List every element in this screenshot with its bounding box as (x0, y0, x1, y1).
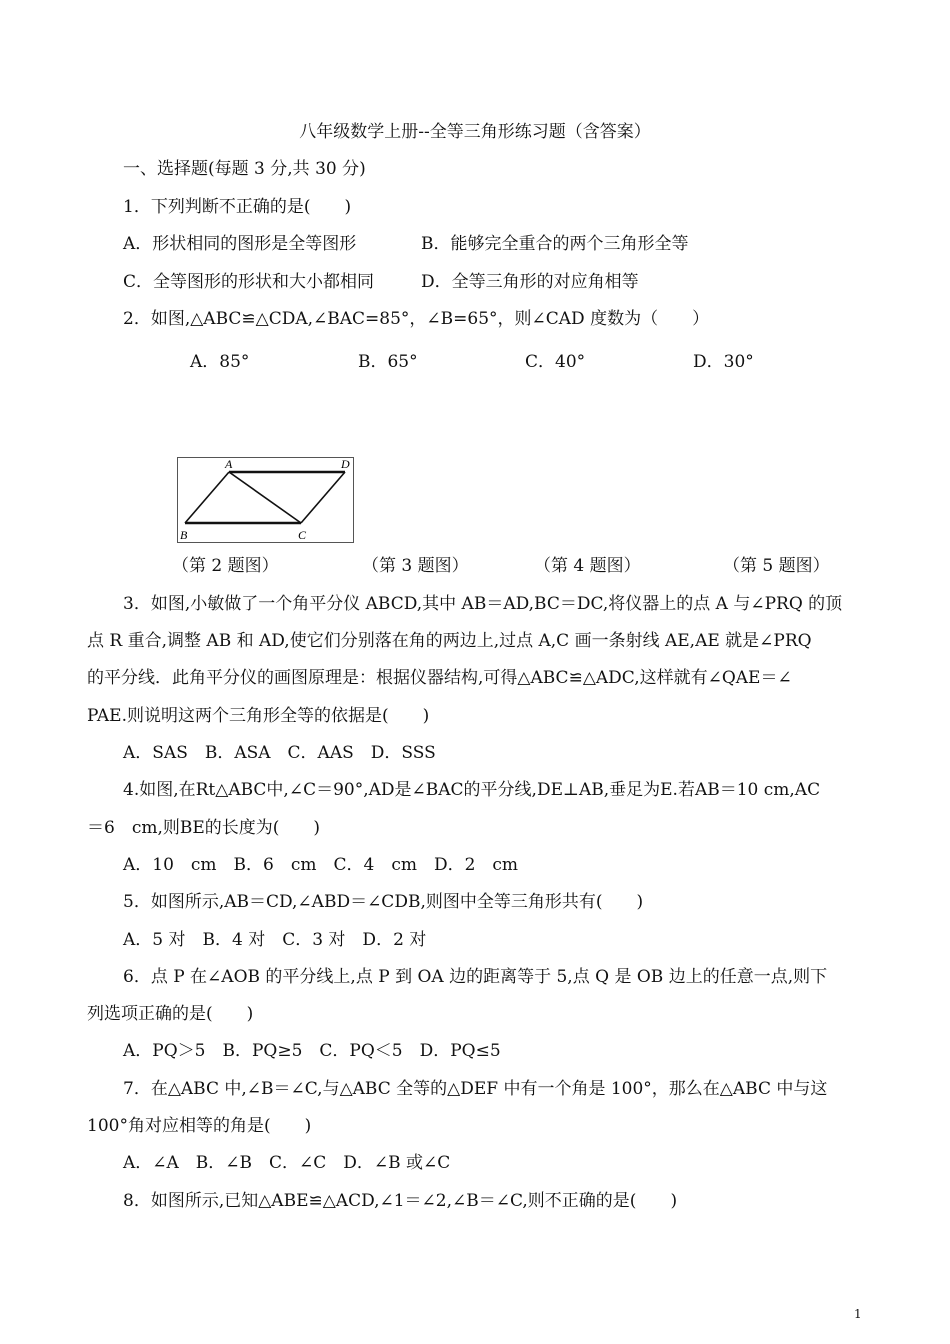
q1-option-d: D．全等三角形的对应角相等 (421, 272, 639, 292)
page-title: 八年级数学上册--全等三角形练习题（含答案） (299, 122, 651, 142)
q2-option-c: C．40° (525, 352, 586, 372)
caption-q3: （第 3 题图） (362, 556, 469, 576)
label-c: C (298, 528, 307, 542)
label-a: A (225, 457, 233, 471)
q3-line-2: 点 R 重合,调整 AB 和 AD,使它们分别落在角的两边上,过点 A,C 画一条射线 AE,AE 就是∠PRQ (87, 631, 812, 651)
q6-options: A．PQ＞5 B．PQ≥5 C．PQ＜5 D．PQ≤5 (123, 1041, 501, 1061)
q2-option-a: A．85° (190, 352, 250, 372)
caption-q4: （第 4 题图） (534, 556, 641, 576)
q2-stem: 2．如图,△ABC≌△CDA,∠BAC=85°，∠B=65°，则∠CAD 度数为（ ） (123, 309, 710, 329)
q8-stem: 8．如图所示,已知△ABE≌△ACD,∠1＝∠2,∠B＝∠C,则不正确的是( ) (123, 1191, 678, 1211)
q7-line-2: 100°角对应相等的角是( ) (87, 1116, 312, 1136)
q1-option-c: C．全等图形的形状和大小都相同 (123, 272, 375, 292)
q3-options: A．SAS B．ASA C．AAS D．SSS (123, 743, 436, 763)
q4-options: A．10 cm B．6 cm C．4 cm D．2 cm (123, 855, 519, 875)
segment-ab (185, 472, 229, 523)
segment-dc (301, 472, 345, 523)
q2-option-b: B．65° (358, 352, 418, 372)
q1-option-b: B．能够完全重合的两个三角形全等 (421, 234, 689, 254)
label-b: B (180, 528, 188, 542)
q5-options: A．5 对 B．4 对 C．3 对 D．2 对 (123, 930, 427, 950)
page-number: 1 (854, 1307, 862, 1321)
q3-line-4: PAE.则说明这两个三角形全等的依据是( ) (87, 706, 430, 726)
q6-line-1: 6．点 P 在∠AOB 的平分线上,点 P 到 OA 边的距离等于 5,点 Q 是 OB 边上的任意一点,则下 (123, 967, 828, 987)
q5-stem: 5．如图所示,AB＝CD,∠ABD＝∠CDB,则图中全等三角形共有( ) (123, 892, 644, 912)
q1-option-a: A．形状相同的图形是全等图形 (123, 234, 357, 254)
q2-option-d: D．30° (693, 352, 754, 372)
q7-options: A．∠A B．∠B C．∠C D．∠B 或∠C (123, 1153, 451, 1173)
q7-line-1: 7．在△ABC 中,∠B＝∠C,与△ABC 全等的△DEF 中有一个角是 100°，那么在△ABC 中与这 (123, 1079, 828, 1099)
q6-line-2: 列选项正确的是( ) (87, 1004, 254, 1024)
label-d: D (341, 457, 350, 471)
q4-line-1: 4.如图,在Rt△ABC中,∠C＝90°,AD是∠BAC的平分线,DE⊥AB,垂足为E.若AB＝10 cm,AC (123, 780, 821, 800)
section-heading: 一、选择题(每题 3 分,共 30 分) (123, 159, 366, 179)
segment-ac (229, 472, 301, 523)
caption-q2: （第 2 题图） (172, 556, 279, 576)
q3-line-3: 的平分线．此角平分仪的画图原理是：根据仪器结构,可得△ABC≌△ADC,这样就有∠QAE＝∠ (87, 668, 792, 688)
q4-line-2: ＝6 cm,则BE的长度为( ) (87, 818, 321, 838)
q3-line-1: 3．如图,小敏做了一个角平分仪 ABCD,其中 AB＝AD,BC＝DC,将仪器上的点 A 与∠PRQ 的顶 (123, 594, 843, 614)
q1-stem: 1．下列判断不正确的是( ) (123, 197, 352, 217)
caption-q5: （第 5 题图） (723, 556, 830, 576)
q2-figure (177, 457, 354, 543)
